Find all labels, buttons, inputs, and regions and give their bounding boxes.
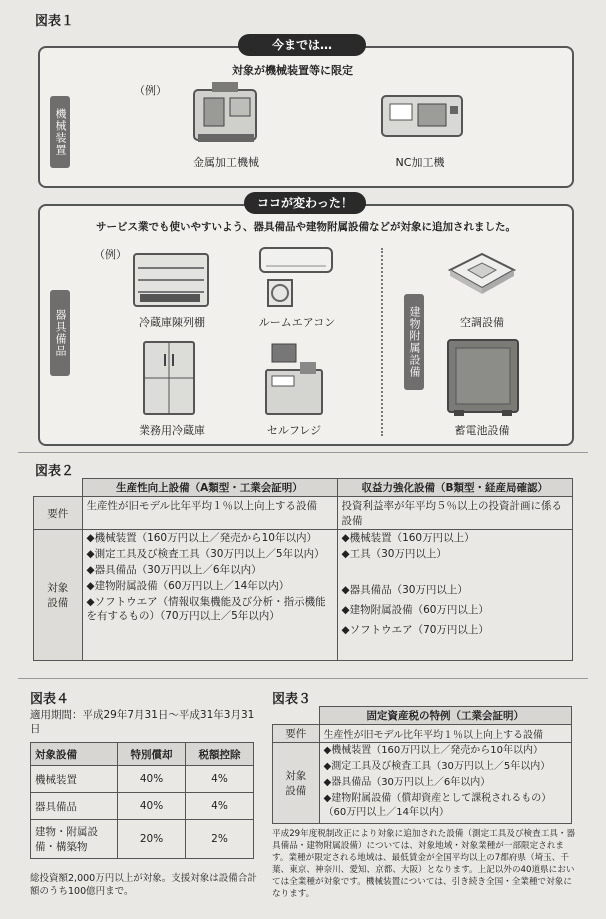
list-item: ◆建物附属設備（償却資産として課税されるもの）（60万円以上／14年以内） (323, 793, 552, 818)
table-row (31, 793, 254, 820)
list-item: ◆測定工具及び検査工具（30万円以上／5年以内） (86, 548, 325, 560)
fig1-before-example: （例） (134, 84, 167, 97)
fig2-row1-label: 要件 (34, 497, 83, 530)
fig2-corner (34, 479, 83, 497)
fig1-after-item-0: 冷蔵庫陳列棚 (139, 316, 205, 329)
fig1-after-tab-right: 建物附属設備 (404, 294, 424, 390)
fig4-header-0: 対象設備 (31, 743, 118, 766)
nc-machine-icon (380, 92, 464, 140)
fig1-after-item-1: ルームエアコン (258, 316, 336, 329)
fig4-header-1: 特別償却 (118, 743, 186, 766)
fig3-corner (273, 707, 320, 725)
fig2-list-b (337, 530, 573, 661)
fig2-row1-b: 投資利益率が年平均５％以上の投資計画に係る設備 (337, 497, 573, 530)
fig1-before-item-0: 金属加工機械 (193, 156, 259, 169)
list-item: ◆機械装置（160万円以上） (341, 532, 475, 544)
fig4-table (30, 742, 254, 859)
self-register-icon (262, 340, 326, 418)
list-item: ◆器具備品（30万円以上／6年以内） (86, 564, 262, 576)
fig1-after-lead: サービス業でも使いやすいよう、器具備品や建物附属設備などが対象に追加されました。 (96, 221, 516, 233)
fig4-cell: 20% (118, 820, 186, 859)
table-row (31, 820, 254, 859)
list-item: ◆器具備品（30万円以上） (341, 584, 468, 596)
ceiling-aircon-icon (444, 248, 520, 300)
fig4-period: 適用期間：平成29年7月31日～平成31年3月31日 (30, 709, 255, 735)
fig3-table (272, 706, 572, 824)
fig2-label: 図表２ (35, 464, 75, 479)
fig4-cell: 4% (186, 793, 254, 820)
commercial-fridge-icon (142, 340, 196, 418)
separator-line-2 (18, 678, 588, 679)
fig3-list (319, 743, 572, 824)
fig1-after-pill: ココが変わった！ (244, 192, 366, 214)
fig4-header-2: 税額控除 (186, 743, 254, 766)
room-aircon-icon (256, 244, 336, 310)
list-item: ◆建物附属設備（60万円以上／14年以内） (86, 580, 290, 592)
fig2-row1-a: 生産性が旧モデル比年平均１％以上向上する設備 (82, 497, 337, 530)
fig4-cell: 器具備品 (31, 793, 118, 820)
fig4-cell: 2% (186, 820, 254, 859)
battery-storage-icon (444, 336, 522, 418)
metal-machine-icon (190, 80, 260, 148)
fig4-cell: 建物・附属設備・構築物 (31, 820, 118, 859)
fig2-col-b: 収益力強化設備（B類型・経産局確認） (337, 479, 573, 497)
fig4-cell: 4% (186, 766, 254, 793)
fig1-after-item-3: セルフレジ (266, 424, 322, 437)
separator-line (18, 452, 588, 453)
list-item: ◆機械装置（160万円以上／発売から10年以内） (86, 532, 317, 544)
list-item: ◆測定工具及び検査工具（30万円以上／5年以内） (323, 761, 551, 772)
fig3-row2-label (273, 743, 320, 824)
fig4-cell: 40% (118, 793, 186, 820)
fig3-row1-text: 生産性が旧モデル比年平均１％以上向上する設備 (319, 725, 572, 743)
fig1-after-item-4: 空調設備 (460, 316, 504, 329)
display-fridge-icon (132, 250, 210, 310)
fig1-before-lead: 対象が機械装置等に限定 (232, 64, 353, 77)
fig3-row1-label: 要件 (273, 725, 320, 743)
fig3-row2-label-text: 対象設備 (285, 770, 307, 797)
fig4-label: 図表４ (30, 692, 70, 707)
list-item: ◆ソフトウエア（情報収集機能及び分析・指示機能を有するもの）（70万円以上／5年以内） (86, 596, 326, 622)
fig4-cell: 機械装置 (31, 766, 118, 793)
fig2-col-a: 生産性向上設備（A類型・工業会証明） (82, 479, 337, 497)
fig1-after-item-2: 業務用冷蔵庫 (139, 424, 205, 437)
fig1-before-tab: 機械装置 (50, 96, 70, 168)
fig3-title: 固定資産税の特例（工業会証明） (319, 707, 572, 725)
list-item: ◆器具備品（30万円以上／6年以内） (323, 777, 491, 788)
fig3-note: 平成29年度税制改正により対象に追加された設備（測定工具及び検査工具・器具備品・建物附属設備）については、対象地域・対象業種が一部限定されます。業種が限定される地域は、最低賃金が全国平均以上の7都府県（埼玉、千葉、東京、神奈川、愛知、京都、大阪）となります。上記以外の40道県においては全業種が対象です。機械装置については、引き続き全国・全業種で対象になります。 (272, 829, 576, 899)
fig2-row2-label-text: 対象設備 (47, 582, 69, 609)
fig2-list-a (82, 530, 337, 661)
fig3-label: 図表３ (272, 692, 312, 707)
list-item: ◆建物附属設備（60万円以上） (341, 604, 489, 616)
list-item: ◆ソフトウエア（70万円以上） (341, 624, 489, 636)
fig2-table (33, 478, 573, 661)
fig1-after-example: （例） (94, 248, 127, 261)
table-row (31, 766, 254, 793)
fig1-label: 図表１ (35, 14, 75, 29)
divider (381, 248, 383, 436)
fig1-after-item-5: 蓄電池設備 (454, 424, 510, 437)
fig1-after-tab-left: 器具備品 (50, 290, 70, 376)
fig2-row2-label (34, 530, 83, 661)
fig1-before-item-1: NC加工機 (395, 156, 445, 169)
fig1-before-pill: 今までは… (238, 34, 366, 56)
fig4-cell: 40% (118, 766, 186, 793)
list-item: ◆機械装置（160万円以上／発売から10年以内） (323, 745, 544, 756)
list-item: ◆工具（30万円以上） (341, 548, 447, 560)
fig4-note: 総投資額2,000万円以上が対象。支援対象は設備合計額のうち100億円まで。 (30, 873, 257, 897)
